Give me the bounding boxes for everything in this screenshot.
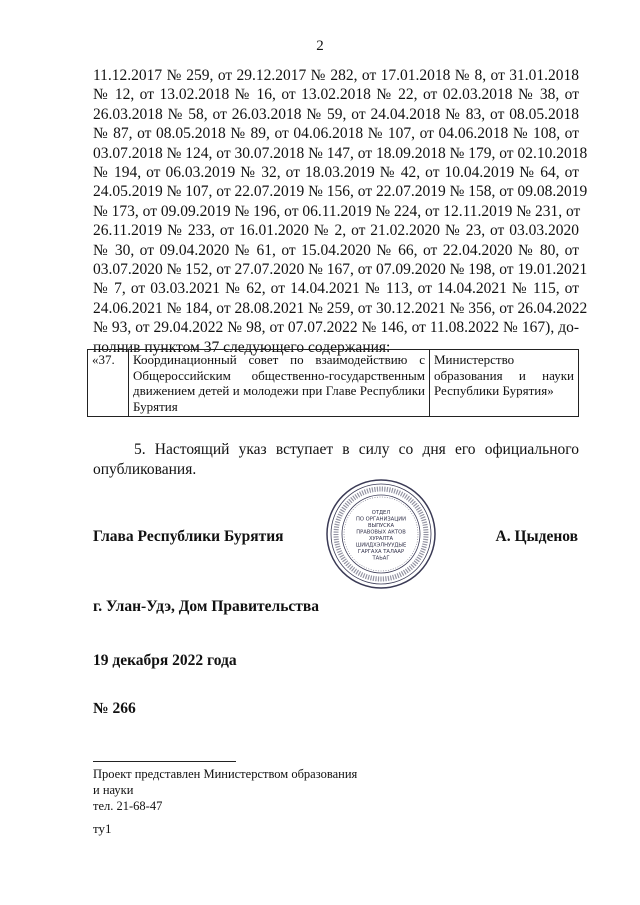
seal-line: ХУРАЛТА: [368, 536, 394, 542]
body-line: 24.05.2019 № 107, от 22.07.2019 № 156, от 22.07.2019 № 158, от 09.08.2019: [93, 183, 588, 201]
seal-line: ОТДЕЛ: [371, 510, 391, 516]
document-tag: ту1: [93, 821, 112, 836]
table-row: [88, 350, 579, 417]
body-line: 03.07.2018 № 124, от 30.07.2018 № 147, от 18.09.2018 № 179, от 02.10.2018: [93, 144, 588, 162]
body-line: 11.12.2017 № 259, от 29.12.2017 № 282, от 17.01.2018 № 8, от 31.01.2018: [93, 67, 579, 84]
issue-place: г. Улан-Удэ, Дом Правительства: [93, 598, 320, 615]
body-line: № 87, от 08.05.2018 № 89, от 04.06.2018 № 107, от 04.06.2018 № 108, от: [93, 125, 579, 143]
footnote-line: и науки: [93, 783, 134, 797]
seal-line: ПРАВОВЫХ АКТОВ: [356, 529, 406, 536]
seal-line: ТАЬАГ: [372, 555, 390, 562]
footnote-line: Проект представлен Министерством образования: [93, 767, 358, 781]
clause-5: 5. Настоящий указ вступает в силу со дня его официального опубликования.: [93, 441, 579, 478]
footnote-divider: [93, 761, 236, 762]
page-number: 2: [316, 38, 324, 54]
body-line: № 93, от 29.04.2022 № 98, от 07.07.2022 № 146, от 11.08.2022 № 167), до-: [93, 319, 579, 337]
amendment-table: [87, 349, 579, 417]
seal-line: ГАРГАХА ТАЛААР: [357, 549, 405, 555]
body-line: № 194, от 06.03.2019 № 32, от 18.03.2019 № 42, от 10.04.2019 № 64, от: [93, 164, 579, 182]
seal-line: ВЫПУСКА: [367, 523, 395, 529]
decree-number: № 266: [93, 700, 136, 717]
body-line: 03.07.2020 № 152, от 27.07.2020 № 167, от 07.09.2020 № 198, от 19.01.2021: [93, 261, 588, 279]
ministry-cell: Министерство образования и науки Республики Бурятия»: [430, 350, 579, 417]
official-seal: [325, 478, 437, 590]
body-line: № 7, от 03.03.2021 № 62, от 14.04.2021 № 113, от 14.04.2021 № 115, от: [93, 280, 579, 298]
body-line: № 30, от 09.04.2020 № 61, от 15.04.2020 № 66, от 22.04.2020 № 80, от: [93, 241, 579, 259]
body-line: 26.11.2019 № 233, от 16.01.2020 № 2, от 21.02.2020 № 23, от 03.03.2020: [93, 222, 579, 240]
item-number-cell: «37.: [88, 350, 129, 417]
signatory-title: Глава Республики Бурятия: [93, 528, 284, 545]
footnote: [93, 766, 357, 814]
body-line: № 12, от 13.02.2018 № 16, от 13.02.2018 № 22, от 02.03.2018 № 38, от: [93, 86, 579, 104]
body-line: 24.06.2021 № 184, от 28.08.2021 № 259, от 30.12.2021 № 356, от 26.04.2022: [93, 299, 588, 317]
amendment-list-paragraph: [93, 66, 588, 357]
seal-line: ПО ОРГАНИЗАЦИИ: [355, 516, 407, 523]
footnote-phone: тел. 21-68-47: [93, 799, 163, 813]
body-line: № 173, от 09.09.2019 № 196, от 06.11.2019 № 224, от 12.11.2019 № 231, от: [93, 202, 581, 220]
signatory-name: А. Цыденов: [495, 528, 578, 545]
issue-date: 19 декабря 2022 года: [93, 652, 237, 669]
council-name-cell: Координационный совет по взаимодействию с Общероссийским общественно-государственным движением детей и молодежи при Главе Республики Бурятия: [129, 350, 430, 417]
body-line: полнив пунктом 37 следующего содержания:: [93, 338, 391, 356]
seal-line: ШИИДХЭЛНУУДЫЕ: [355, 542, 407, 549]
body-line: 26.03.2018 № 58, от 26.03.2018 № 59, от 24.04.2018 № 83, от 08.05.2018: [93, 105, 579, 123]
